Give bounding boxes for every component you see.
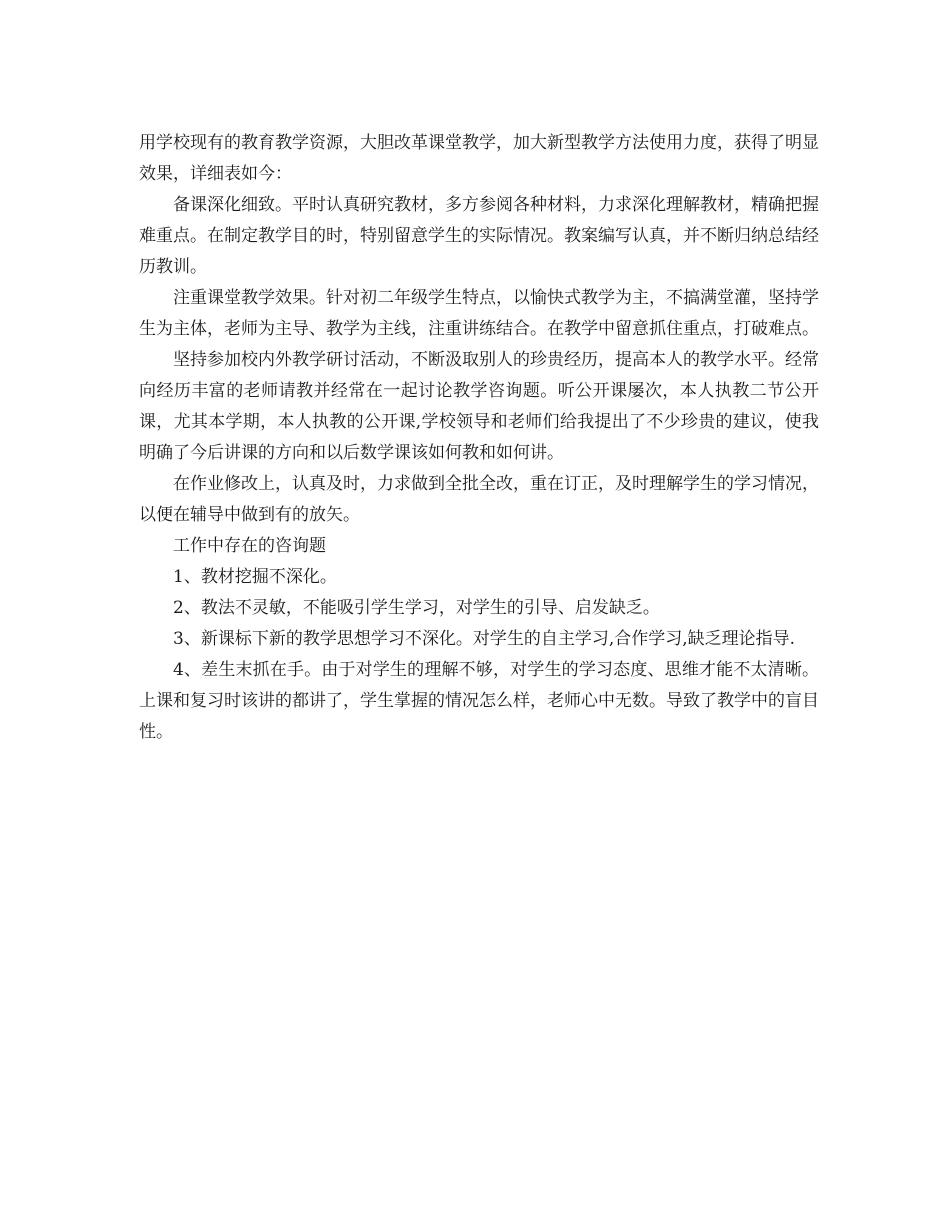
list-item: 3、新课标下新的教学思想学习不深化。对学生的自主学习,合作学习,缺乏理论指导. xyxy=(173,629,796,649)
paragraph-lesson-preparation: 备课深化细致。平时认真研究教材，多方参阅各种材料，力求深化理解教材，精确把握难重点。在制定教学目的时，特别留意学生的实际情况。教案编写认真，并不断归纳总结经历教训。 xyxy=(139,195,819,277)
section-heading-problems: 工作中存在的咨询题 xyxy=(173,536,326,556)
list-item: 4、差生末抓在手。由于对学生的理解不够，对学生的学习态度、思维才能不太清晰。上课和复习时该讲的都讲了，学生掌握的情况怎么样，老师心中无数。导致了教学中的盲目性。 xyxy=(139,660,819,742)
paragraph-continuation: 用学校现有的教育教学资源，大胆改革课堂教学，加大新型教学方法使用力度，获得了明显效果，详细表如今： xyxy=(139,133,819,184)
list-item: 2、教法不灵敏，不能吸引学生学习，对学生的引导、启发缺乏。 xyxy=(173,598,660,618)
list-item: 1、教材挖掘不深化。 xyxy=(173,567,337,587)
document-body xyxy=(139,128,819,748)
paragraph-classroom-effect: 注重课堂教学效果。针对初二年级学生特点，以愉快式教学为主，不搞满堂灌，坚持学生为主体，老师为主导、教学为主线，注重讲练结合。在教学中留意抓住重点，打破难点。 xyxy=(139,288,819,339)
paragraph-homework-correction: 在作业修改上，认真及时，力求做到全批全改，重在订正，及时理解学生的学习情况，以便在辅导中做到有的放矢。 xyxy=(139,474,819,525)
paragraph-teaching-research: 坚持参加校内外教学研讨活动，不断汲取别人的珍贵经历，提高本人的教学水平。经常向经历丰富的老师请教并经常在一起讨论教学咨询题。听公开课屡次，本人执教二节公开课，尤其本学期，本人执教的公开课,学校领导和老师们给我提出了不少珍贵的建议，使我明确了今后讲课的方向和以后数学课该如何教和如何讲。 xyxy=(139,350,819,463)
